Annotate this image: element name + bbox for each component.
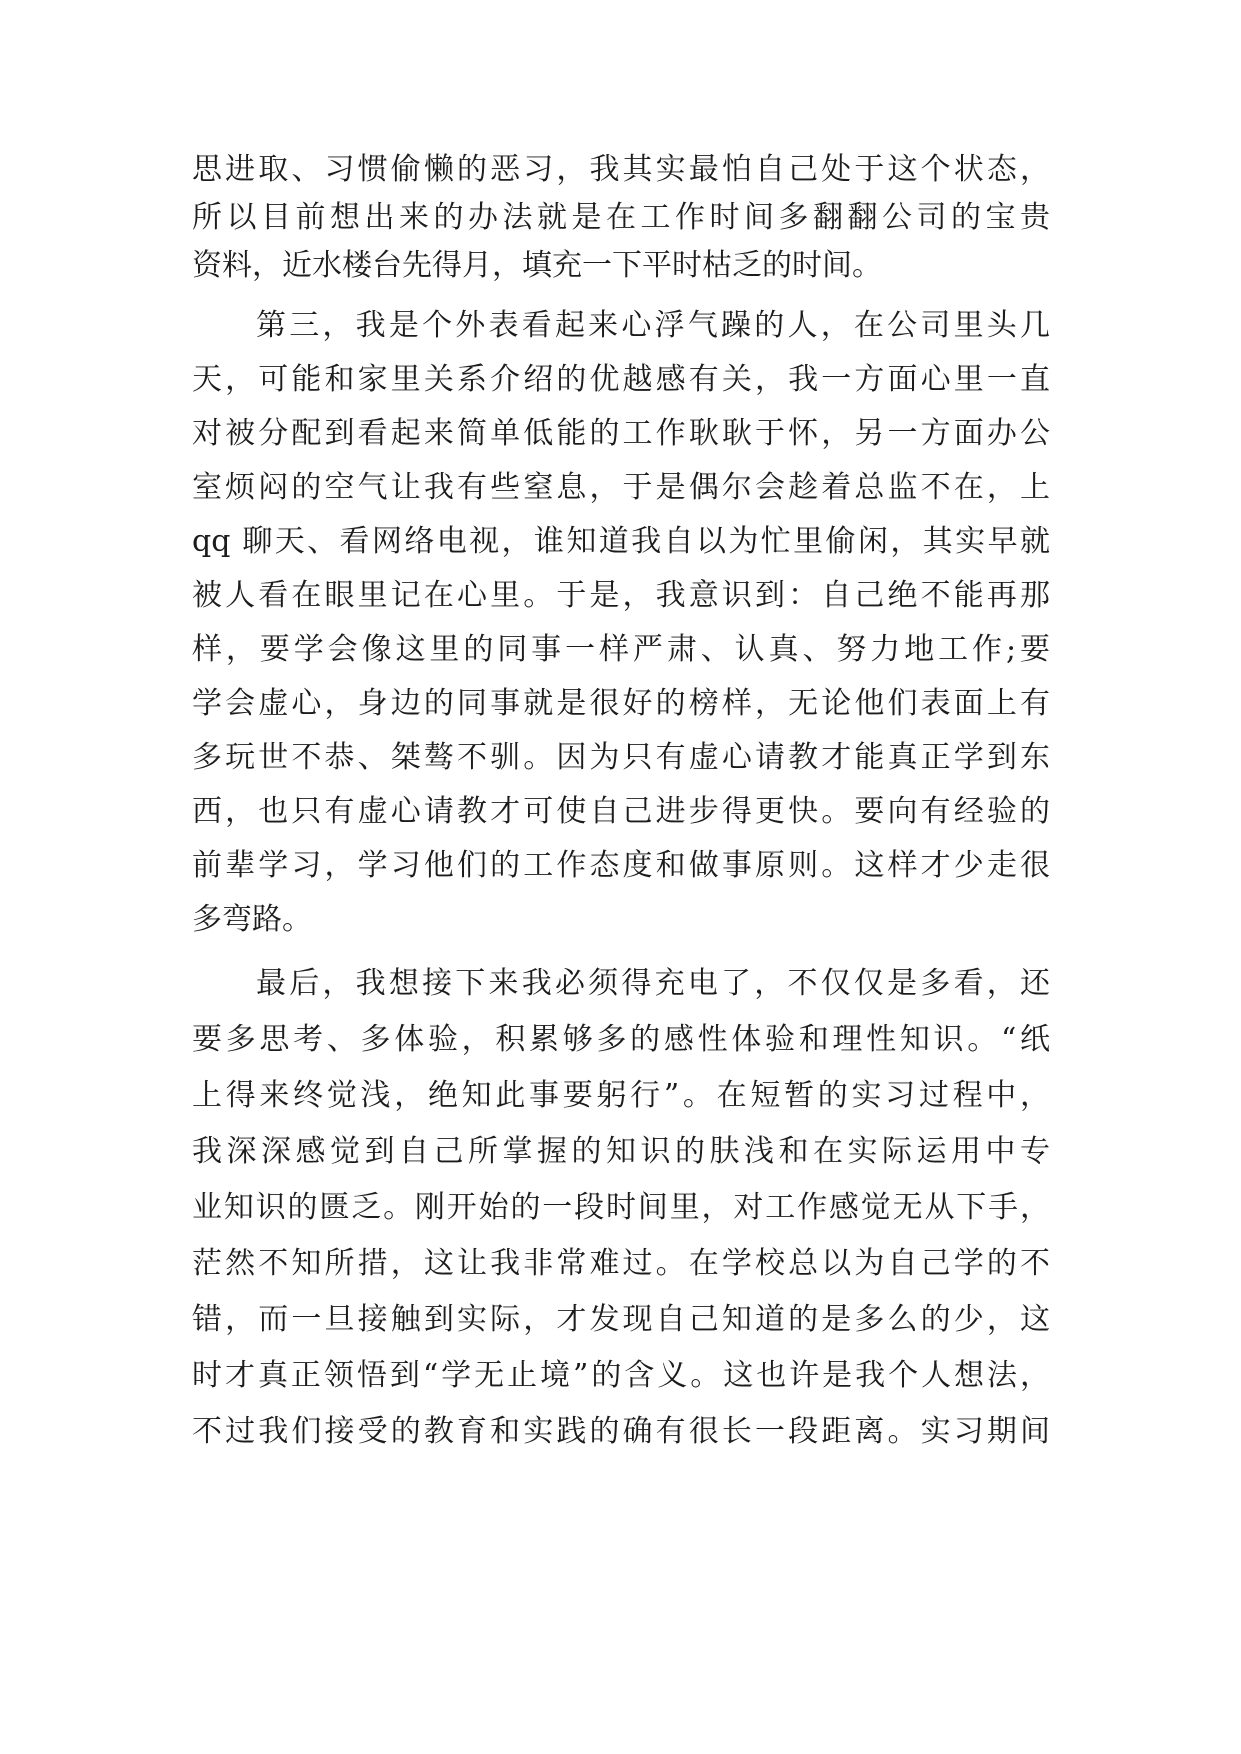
text-line: 时才真正领悟到“学无止境”的含义。这也许是我个人想法，: [192, 1358, 1050, 1393]
text-line: 多玩世不恭、桀骜不驯。因为只有虚心请教才能真正学到东: [192, 740, 1050, 775]
text-line: 错，而一旦接触到实际，才发现自己知道的是多么的少，这: [192, 1302, 1050, 1337]
text-line: 西，也只有虚心请教才可使自己进步得更快。要向有经验的: [192, 794, 1050, 829]
text-line: 要多思考、多体验，积累够多的感性体验和理性知识。“纸: [192, 1022, 1050, 1057]
text-line: 业知识的匮乏。刚开始的一段时间里，对工作感觉无从下手，: [192, 1190, 1050, 1225]
text-line: 我深深感觉到自己所掌握的知识的肤浅和在实际运用中专: [192, 1134, 1050, 1169]
text-line: 天，可能和家里关系介绍的优越感有关，我一方面心里一直: [192, 362, 1050, 397]
paragraph-first-line: 第三，我是个外表看起来心浮气躁的人，在公司里头几: [256, 308, 1050, 343]
text-line: 多弯路。: [192, 902, 312, 937]
text-line: 茫然不知所措，这让我非常难过。在学校总以为自己学的不: [192, 1246, 1050, 1281]
text-line: 室烦闷的空气让我有些窒息，于是偶尔会趁着总监不在，上: [192, 470, 1050, 505]
text-line: 资料，近水楼台先得月，填充一下平时枯乏的时间。: [192, 248, 882, 283]
text-line: qq 聊天、看网络电视，谁知道我自以为忙里偷闲，其实早就: [192, 524, 1050, 559]
text-line: 不过我们接受的教育和实践的确有很长一段距离。实习期间: [192, 1414, 1050, 1449]
text-line: 被人看在眼里记在心里。于是，我意识到：自己绝不能再那: [192, 578, 1050, 613]
text-line: 思进取、习惯偷懒的恶习，我其实最怕自己处于这个状态，: [192, 152, 1050, 187]
text-line: 上得来终觉浅，绝知此事要躬行”。在短暂的实习过程中，: [192, 1078, 1050, 1113]
paragraph-first-line: 最后，我想接下来我必须得充电了，不仅仅是多看，还: [256, 966, 1050, 1001]
text-line: 对被分配到看起来简单低能的工作耿耿于怀，另一方面办公: [192, 416, 1050, 451]
text-line: 样，要学会像这里的同事一样严肃、认真、努力地工作;要: [192, 632, 1050, 667]
text-line: 所以目前想出来的办法就是在工作时间多翻翻公司的宝贵: [192, 200, 1050, 235]
text-line: 前辈学习，学习他们的工作态度和做事原则。这样才少走很: [192, 848, 1050, 883]
text-line: 学会虚心，身边的同事就是很好的榜样，无论他们表面上有: [192, 686, 1050, 721]
